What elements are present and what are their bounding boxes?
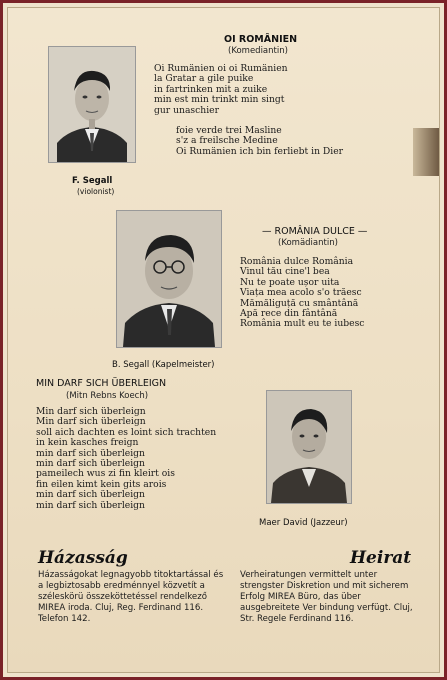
song3-subtitle: (Mitn Rebns Koech) (66, 391, 149, 401)
portrait-image (49, 47, 135, 162)
ad-de-text: Verheiratungen vermittelt unter strengster Diskretion und mit sicherem Erfolg MIREA Büro, das über ausgebreitete Ver bindung verfügt. Cluj, Str. Regele Ferdinand 116. (240, 570, 413, 624)
lyric-line: min darf sich überleign (36, 499, 145, 511)
lyric-line: min est min trinkt min singt (154, 94, 285, 106)
lyric-line: foie verde trei Masline (176, 125, 282, 136)
lyric-line: Vinul tău cine'l bea (240, 266, 330, 278)
lyric-line: Apă rece din fântână (240, 307, 338, 319)
lyric-line: gur unaschier (154, 104, 219, 116)
person2-name: B. Segall (Kapelmeister) (112, 360, 215, 370)
portrait-image (117, 211, 221, 347)
ad-hu-text: Házasságokat legnagyobb titoktartással és a legbiztosabb eredménnyel közvetít a széleskörü összeköttetéssel rendelkező MIREA iroda. Cluj, Reg. Ferdinand 116. Telefon 142. (38, 570, 224, 624)
song3-lyrics (36, 407, 216, 511)
lyric-line: min darf sich überleign (36, 447, 145, 459)
ad-de-heading: Heirat (350, 548, 412, 568)
song1-lyrics-refrain (176, 126, 343, 157)
edge-stain (413, 128, 439, 176)
lyric-line: România mult eu te iubesc (240, 318, 365, 330)
lyric-line: soll aich dachten es loint sich trachten (36, 426, 217, 438)
ad-hu-heading: Házasság (38, 548, 128, 568)
song1-title: OI ROMÂNIEN (224, 34, 298, 45)
song2-subtitle: (Komädiantin) (278, 238, 338, 248)
lyric-line: Viața mea acolo s'o trăesc (240, 287, 362, 299)
lyric-line: pameilech wus zi fin kleirt ois (36, 468, 175, 480)
page-inner (7, 7, 440, 673)
lyric-line: min darf sich überleign (36, 489, 145, 501)
photo-maer-david (266, 390, 352, 504)
photo-f-segall (48, 46, 136, 163)
photo-b-segall (116, 210, 222, 348)
lyric-line: fin eilen kimt kein gits arois (36, 478, 167, 490)
lyric-line: s'z a freilsche Medine (176, 135, 278, 147)
song2-title: — ROMÂNIA DULCE — (262, 226, 368, 237)
lyric-line: in fartrinken mit a zuike (154, 83, 268, 95)
lyric-line: Oi Rumänien ich bin ferliebt in Dier (176, 145, 344, 157)
portrait-image (267, 391, 351, 503)
lyric-line: Oi Rumänien oi oi Rumänien (154, 63, 288, 74)
song2-lyrics (240, 257, 364, 330)
person3-name: Maer David (Jazzeur) (259, 518, 348, 528)
lyric-line: România dulce România (240, 256, 354, 267)
song1-lyrics (154, 64, 288, 116)
lyric-line: la Gratar a gile puike (154, 73, 254, 85)
person1-role: (violonist) (77, 187, 115, 196)
lyric-line: Min darf sich überleign (36, 416, 146, 428)
song1-subtitle: (Komediantin) (228, 46, 288, 56)
lyric-line: min darf sich überleign (36, 457, 145, 469)
lyric-line: Mămăliguță cu smântână (240, 297, 359, 309)
lyric-line: Min darf sich überleign (36, 406, 146, 417)
song3-title: MIN DARF SICH ÜBERLEIGN (36, 378, 167, 389)
lyric-line: in kein kasches freign (36, 437, 139, 449)
person1-name: F. Segall (72, 176, 113, 186)
lyric-line: Nu te poate ușor uita (240, 276, 340, 288)
